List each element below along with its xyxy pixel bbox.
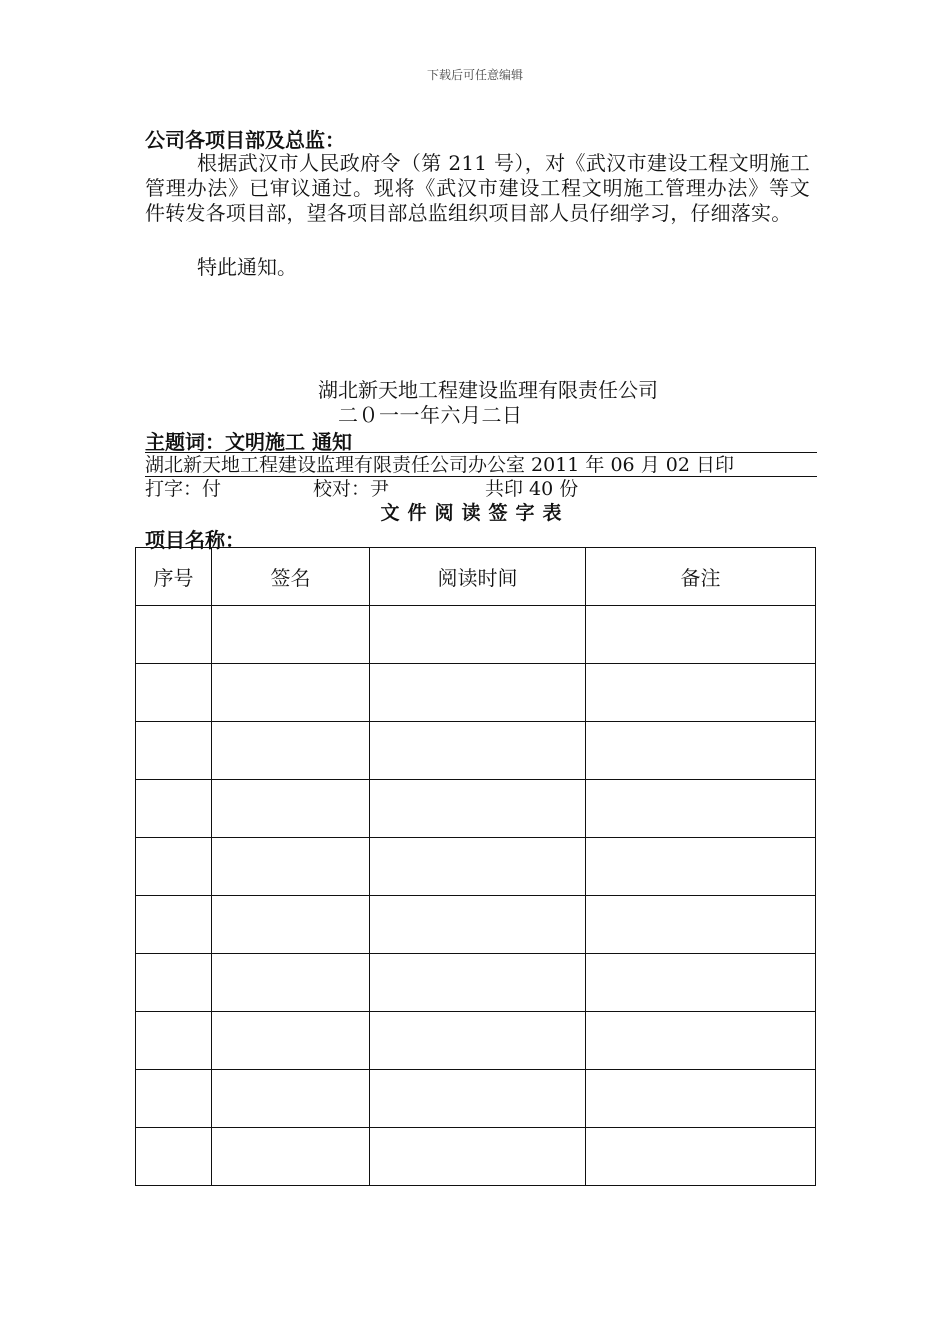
table-row [136, 838, 816, 896]
table-cell[interactable] [136, 954, 212, 1012]
table-cell[interactable] [212, 664, 370, 722]
reading-sign-table [135, 547, 816, 1186]
table-cell[interactable] [586, 664, 816, 722]
copies: 共印 40 份 [485, 478, 579, 500]
print-info [145, 474, 578, 501]
table-cell[interactable] [136, 722, 212, 780]
table-cell[interactable] [212, 1070, 370, 1128]
table-row [136, 780, 816, 838]
column-header: 序号 [136, 548, 212, 606]
page-header-note: 下载后可任意编辑 [426, 68, 523, 82]
table-cell[interactable] [586, 1012, 816, 1070]
table-cell[interactable] [136, 780, 212, 838]
table-cell[interactable] [212, 896, 370, 954]
table-cell[interactable] [586, 780, 816, 838]
table-cell[interactable] [136, 664, 212, 722]
table-cell[interactable] [370, 954, 586, 1012]
table-cell[interactable] [586, 1070, 816, 1128]
table-cell[interactable] [136, 896, 212, 954]
table-cell[interactable] [370, 896, 586, 954]
table-row [136, 1070, 816, 1128]
table-cell[interactable] [586, 954, 816, 1012]
reading-form-title: 文件阅读签字表 [380, 502, 570, 524]
table-cell[interactable] [370, 722, 586, 780]
typist: 打字：付 [145, 478, 222, 500]
notice-body: 根据武汉市人民政府令（第 211 号），对《武汉市建设工程文明施工管理办法》已审议通过。现将《武汉市建设工程文明施工管理办法》等文件转发各项目部，望各项目部总监组织项目部人员仔细学习，仔细落实。 [145, 151, 810, 225]
table-row [136, 954, 816, 1012]
table-cell[interactable] [586, 606, 816, 664]
table-cell[interactable] [212, 1128, 370, 1186]
table-cell[interactable] [212, 722, 370, 780]
table-cell[interactable] [370, 1070, 586, 1128]
table-cell[interactable] [136, 1128, 212, 1186]
table-cell[interactable] [586, 896, 816, 954]
table-cell[interactable] [370, 1128, 586, 1186]
table-cell[interactable] [586, 1128, 816, 1186]
table-cell[interactable] [370, 1012, 586, 1070]
signature-date: 二０一一年六月二日 [338, 403, 523, 427]
notice-closing: 特此通知。 [197, 255, 297, 279]
signature-company: 湖北新天地工程建设监理有限责任公司 [318, 378, 658, 402]
table-row [136, 1012, 816, 1070]
addressee: 公司各项目部及总监： [145, 128, 345, 152]
subject-keywords: 主题词：文明施工 通知 [145, 430, 352, 454]
table-row [136, 896, 816, 954]
table-cell[interactable] [212, 954, 370, 1012]
proofreader: 校对：尹 [313, 478, 390, 500]
table-cell[interactable] [370, 606, 586, 664]
table-cell[interactable] [136, 838, 212, 896]
table-cell[interactable] [586, 838, 816, 896]
table-cell[interactable] [212, 606, 370, 664]
table-row [136, 722, 816, 780]
table-cell[interactable] [212, 1012, 370, 1070]
issued-line: 湖北新天地工程建设监理有限责任公司办公室 2011 年 06 月 02 日印 [145, 454, 734, 476]
table-row [136, 664, 816, 722]
table-cell[interactable] [136, 1070, 212, 1128]
project-name-label: 项目名称： [145, 528, 245, 552]
table-row [136, 606, 816, 664]
table-cell[interactable] [212, 838, 370, 896]
table-cell[interactable] [370, 664, 586, 722]
table-cell[interactable] [370, 780, 586, 838]
column-header: 签名 [212, 548, 370, 606]
table-row [136, 1128, 816, 1186]
table-cell[interactable] [136, 1012, 212, 1070]
table-cell[interactable] [370, 838, 586, 896]
column-header: 备注 [586, 548, 816, 606]
table-cell[interactable] [212, 780, 370, 838]
column-header: 阅读时间 [370, 548, 586, 606]
table-cell[interactable] [136, 606, 212, 664]
table-cell[interactable] [586, 722, 816, 780]
table-header-row [136, 548, 816, 606]
